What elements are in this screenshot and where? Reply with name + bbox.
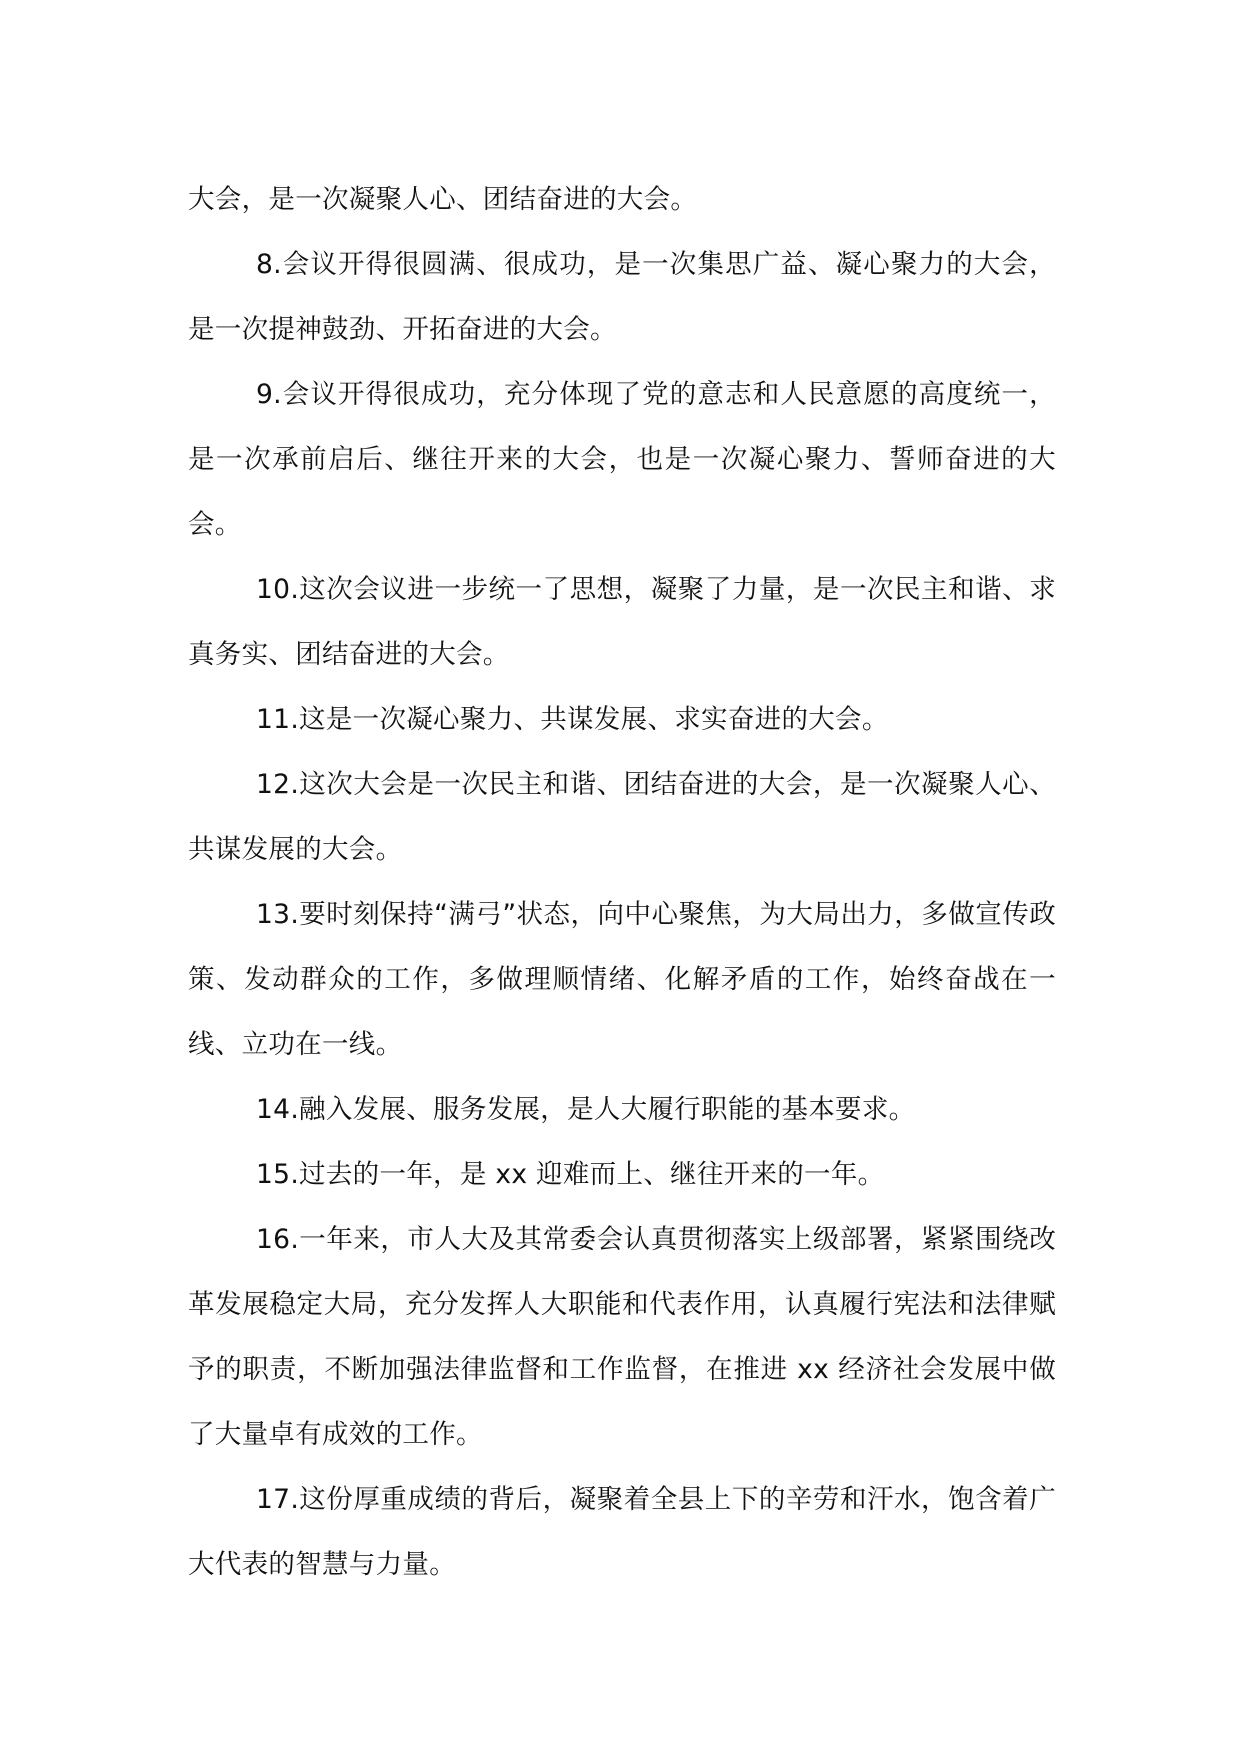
paragraph-9: 9.会议开得很成功，充分体现了党的意志和人民意愿的高度统一，是一次承前启后、继往开来的大会，也是一次凝心聚力、誓师奋进的大会。 [188, 379, 1056, 540]
paragraph-13: 13.要时刻保持“满弓”状态，向中心聚焦，为大局出力，多做宣传政策、发动群众的工作，多做理顺情绪、化解矛盾的工作，始终奋战在一线、立功在一线。 [188, 899, 1056, 1060]
paragraph-continued: 大会，是一次凝聚人心、团结奋进的大会。 [188, 184, 698, 215]
paragraph-8: 8.会议开得很圆满、很成功，是一次集思广益、凝心聚力的大会，是一次提神鼓劲、开拓奋进的大会。 [188, 249, 1056, 345]
paragraph-15: 15.过去的一年，是 xx 迎难而上、继往开来的一年。 [256, 1159, 885, 1190]
paragraph-10: 10.这次会议进一步统一了思想，凝聚了力量，是一次民主和谐、求真务实、团结奋进的大会。 [188, 574, 1056, 670]
paragraph-14: 14.融入发展、服务发展，是人大履行职能的基本要求。 [256, 1094, 916, 1125]
paragraph-16: 16.一年来，市人大及其常委会认真贯彻落实上级部署，紧紧围绕改革发展稳定大局，充分发挥人大职能和代表作用，认真履行宪法和法律赋予的职责，不断加强法律监督和工作监督，在推进 xx 经济社会发展中做了大量卓有成效的工作。 [188, 1224, 1056, 1450]
paragraph-12: 12.这次大会是一次民主和谐、团结奋进的大会，是一次凝聚人心、共谋发展的大会。 [188, 769, 1056, 865]
paragraph-11: 11.这是一次凝心聚力、共谋发展、求实奋进的大会。 [256, 704, 889, 735]
document-body [188, 167, 1056, 1597]
paragraph-17: 17.这份厚重成绩的背后，凝聚着全县上下的辛劳和汗水，饱含着广大代表的智慧与力量。 [188, 1484, 1056, 1580]
